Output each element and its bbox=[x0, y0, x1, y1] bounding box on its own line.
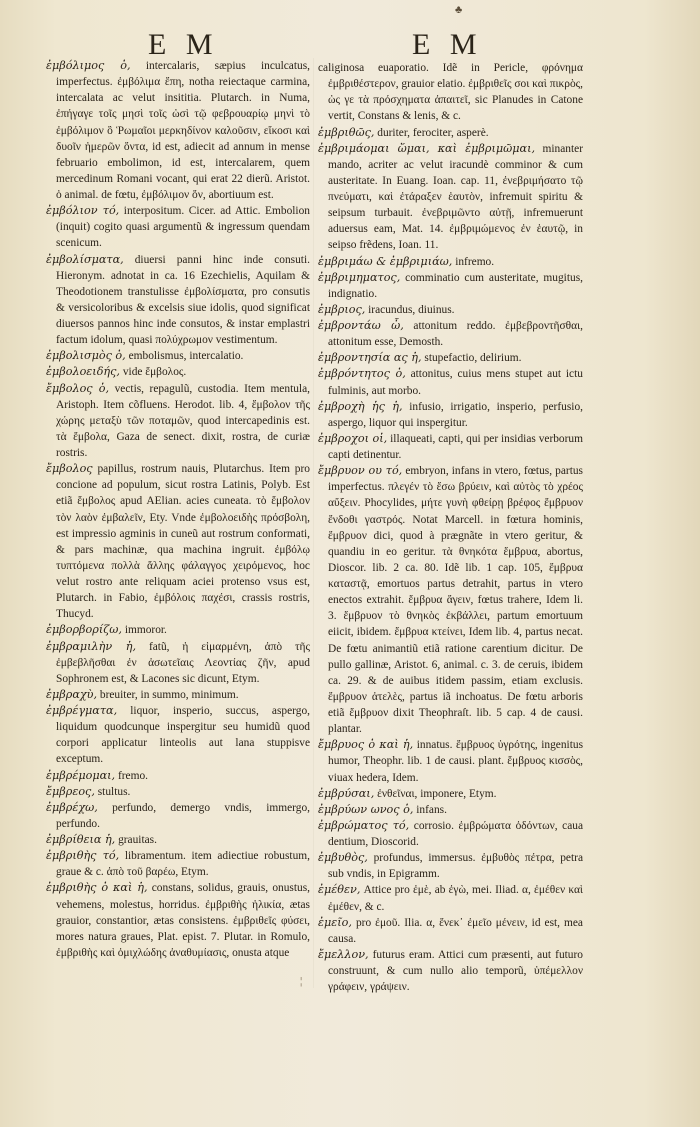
entry-lemma: ἐμβόλιμος ὁ, bbox=[46, 59, 131, 72]
dictionary-entry bbox=[318, 947, 583, 995]
dictionary-entry bbox=[46, 461, 310, 622]
entry-lemma: ἐμβροχὴ ἡς ἡ, bbox=[318, 399, 403, 413]
dictionary-entry bbox=[318, 431, 583, 463]
entry-lemma: ἐμβριμάομαι ὥμαι, καὶ ἐμβριμῶμαι, bbox=[318, 141, 536, 155]
entry-gloss: breuiter, in summo, minimum. bbox=[99, 688, 239, 701]
entry-gloss: interpositum. Cicer. ad Attic. Embolion (inquit) cogito quasi argumentũ & ingressum quendam scenicum. bbox=[56, 205, 310, 250]
dictionary-entry bbox=[318, 254, 583, 270]
entry-gloss: iracundus, diuinus. bbox=[368, 303, 455, 316]
entry-gloss: stupefactio, delirium. bbox=[424, 352, 522, 365]
entry-lemma: ἐμβρέμομαι, bbox=[46, 768, 116, 782]
entry-lemma: ἐμβρέχω, bbox=[46, 800, 98, 814]
dictionary-entry bbox=[46, 848, 310, 880]
entry-lemma: ἐμέθεν, bbox=[318, 883, 361, 897]
entry-gloss: attonitum reddo. ἐμβεβροντῆσθαι, attonitum esse, Demosth. bbox=[328, 320, 583, 349]
entry-lemma: ἐμβορβορίζω, bbox=[46, 623, 122, 637]
dictionary-entry bbox=[318, 786, 583, 802]
entry-lemma: ἐμβριος, bbox=[318, 302, 366, 316]
dictionary-entry bbox=[318, 818, 583, 850]
entry-lemma: ἐμβρίθεια ἡ, bbox=[46, 833, 116, 846]
dictionary-entry bbox=[46, 58, 310, 203]
dictionary-entry bbox=[46, 364, 310, 380]
entry-gloss: illaqueati, capti, qui per insidias verborum capti detinentur. bbox=[328, 432, 583, 461]
dictionary-entry bbox=[46, 381, 310, 462]
entry-lemma: ἐμβρύων ωνος ὁ, bbox=[318, 802, 414, 816]
column-gutter bbox=[313, 58, 314, 988]
entry-gloss: fatũ, ἡ εἱμαρμένη, ἀπὸ τῆς ἐμβεβλῆσθαι ἐν ἀσωτεῖαις Λεοντίας ζῆν, apud Sophronem est, & Lacones sic dicunt, Etym. bbox=[56, 640, 310, 685]
entry-lemma: ἐμβολισμὸς ὁ, bbox=[46, 349, 126, 363]
entry-lemma: ἐμβροντάω ὦ, bbox=[318, 319, 404, 332]
entry-gloss: Attice pro ἐμὲ, ab ἐγὼ, mei. Iliad. α, ἐμέθεν καὶ ἐμέθεν, & c. bbox=[328, 884, 583, 913]
dictionary-entry bbox=[318, 463, 583, 737]
entry-gloss: ἐνθεῖναι, imponere, Etym. bbox=[377, 787, 497, 800]
entry-lemma: ἐμβρώματος τό, bbox=[318, 818, 410, 832]
entry-lemma: ἔμβολος bbox=[46, 462, 93, 476]
entry-lemma: ἐμβολοειδής, bbox=[46, 365, 120, 379]
dictionary-entry bbox=[46, 880, 310, 961]
entry-gloss: embolismus, intercalatio. bbox=[128, 350, 244, 363]
dictionary-entry bbox=[318, 302, 583, 318]
entry-gloss: liquor, insperio, succus, aspergo, liquidum quodcunque inspergitur seu humidũ quod corpori applicatur linteolis aut lana stuppisve exceptum. bbox=[56, 705, 310, 766]
entry-lemma: ἐμβολίσματα, bbox=[46, 252, 124, 266]
entry-lemma: ἔμελλον, bbox=[318, 947, 369, 961]
entry-gloss: perfundo, demergo vndis, immergo, perfundo. bbox=[56, 801, 310, 830]
dictionary-entry bbox=[46, 348, 310, 364]
entry-lemma: ἐμβριθὴς τό, bbox=[46, 849, 120, 863]
dictionary-entry bbox=[318, 270, 583, 302]
dictionary-entry bbox=[46, 784, 310, 800]
entry-gloss: grauitas. bbox=[118, 834, 157, 846]
dictionary-entry bbox=[318, 399, 583, 431]
entry-gloss: duriter, ferociter, asperè. bbox=[377, 126, 489, 139]
dictionary-entry bbox=[46, 800, 310, 832]
dictionary-entry bbox=[318, 60, 583, 125]
entry-gloss: intercalaris, sæpius inculcatus, imperfectus. ἐμβόλιμα ἔπη, notha reiectaque carmina, intercalata ac velut insititia. Plutarch. in Numa, ἐπήγαγε τοῖς μησὶ τοῖς ὠσὶ τῷ φεβρουαρίῳ μηνὶ τὸ ἐμβόλιμον ὃ Ῥωμαῖοι μερκηδίνον καλοῦσιν, εἴκοσι καὶ δυοῖν ἡμερῶν ὄντα, id est, adiecit ad annum in mense februario embolimon, id est, intercalarem, quem mercedinum Romani vocant, qui erat 22 dierũ. Aristot. ὁ animal. de fœtu, ἐμβόλιμον ὄν, abortiuum est. bbox=[56, 60, 310, 201]
entry-lemma: ἐμβυθὸς, bbox=[318, 851, 368, 865]
entry-gloss: libramentum. item adiectiue robustum, graue & c. ἀπὸ τοῦ βαρέω, Etym. bbox=[56, 850, 310, 879]
entry-lemma: ἐμβρέγματα, bbox=[46, 704, 118, 717]
dictionary-entry bbox=[318, 125, 583, 141]
entry-lemma: ἐμβριθὴς ὁ καὶ ἡ, bbox=[46, 881, 148, 895]
dictionary-entry bbox=[318, 350, 583, 366]
footer-mark: ¦ bbox=[300, 975, 303, 987]
entry-gloss: minanter mando, acriter ac velut iracundè comminor & cum austeritate. In Euang. Ioan. cap. 11, ἐνεβριμήσατο τῷ πνεύματι, καὶ ἐτάραξεν ἑαυτὸν, infremuit spiritu & seipsum turbauit. ἐνεβριμῶντο αὐτῇ, infremuerunt aduersus eam, Mat. 14. ἐμβριμώμενος ἐν ἑαυτῷ, in seipso frẽdens, Ioan. 11. bbox=[328, 142, 583, 252]
entry-gloss: infremo. bbox=[455, 255, 495, 268]
dictionary-entry bbox=[46, 622, 310, 638]
entry-gloss: attonitus, cuius mens stupet aut ictu fulminis, aut morbo. bbox=[328, 368, 583, 397]
entry-gloss: vectis, repagulũ, custodia. Item mentula, Aristoph. Item cõfluens. Herodot. lib. 4, ἔμβολον τῆς χώρης μεταξὺ τῶν ποταμῶν, quod intercapedinis est. τὰ ἔμβολα, Gaza de senect. dixit, rostra, de curiæ rostris. bbox=[56, 382, 310, 459]
entry-gloss: fremo. bbox=[117, 769, 149, 782]
dictionary-entry bbox=[46, 832, 310, 848]
dictionary-entry bbox=[318, 850, 583, 882]
entry-gloss: papillus, rostrum nauis, Plutarchus. Item pro concione ad populum, sicut rostra Latinis, Polyb. Est etiã ἔμβολος apud AElian. acies cuneata. τὸ ἔμβολον τὸν λαὸν ἐμβαλεῖν, Ety. Vnde ἐμβολοειδὴς πρόσβολη, est impressio agminis in cuneũ aut rostrum conformati, & pars machinæ, qua machina ingruit. ἐμβόλῳ τυπτόμενα πολλὰ ἄλλης φάλαγγος χειρόμενος, hoc velut rostro ante reliquam aciei protenso vsus est, Plutarch. in Fabio, ἐμβόλοις παχέσι, crassis rostris, Thucyd. bbox=[56, 463, 310, 621]
entry-lemma: ἐμβόλιον τό, bbox=[46, 204, 120, 218]
entry-gloss: innatus. ἔμβρυος ὑγρότης, ingenitus humor, Theophr. lib. 1 de causi. plant. ἔμβρυος κισσὸς, viuax hedera, Idem. bbox=[328, 739, 584, 784]
entry-gloss: embryon, infans in vtero, fœtus, partus imperfectus. πλεγέν τὸ ἔσω βρύειν, καὶ αὐτὸς τὸ χρέος αὔξειν. Phocylides, μήτε γυνὴ φθείρῃ βρέφος ἔμβρυον ἔνδοθι γαστρός. Notat Marcell. in fœtura hominis, ἔμβρυον dici, quod à prægnãte in vtero geritur, & quandiu in eo geritur. τὰ θνηκότα ἔμβρυα, abortus, Dioscor. lib. 2 ca. 80. Idẽ lib. 1 cap. 105, ἔμβρυα καταστᾷ, emortuos partus detrahit, partus in vtero enectos extrahit. ἔμβρυα ἄγειν, fœtus trahere, Idem li. 3. ἔμβρυον τὸ θνηκὸς ἐκβάλλει, partum emortuum eiicit, ibidem. ἔμβρυα κτείνει, Idem lib. 4, partus necat. De fœtu animantiũ etiã ratione carentium dicitur. De pullo gallinæ, Aristot. 6, animal. c. 3. de ceruis, ibidem ca. 29. & de auibus itidem passim, etiam exclusis. ἔμβρυον ἀτελὲς, partus iã inchoatus. De fœtu arboris etiã ἔμβρυον dixit Theophraſt. lib. 5 cap. 4 de causi. plantar. bbox=[328, 465, 583, 736]
entry-lemma: ἐμβραμιλὴν ἡ, bbox=[46, 639, 137, 653]
entry-lemma: ἐμβρύσαι, bbox=[318, 786, 375, 800]
dictionary-entry bbox=[46, 703, 310, 768]
entry-lemma: ἐμβριμηματος, bbox=[318, 270, 401, 284]
dictionary-entry bbox=[46, 203, 310, 251]
entry-lemma: ἐμεῖο, bbox=[318, 915, 352, 929]
dictionary-entry bbox=[318, 802, 583, 818]
entry-gloss: caliginosa euaporatio. Idẽ in Pericle, φρόνημα ἐμβριθέστερον, grauior elatio. ἐμβριθεῖς σοι καὶ πικρὸς, ὡς γε τὰ πρόσχηματα ἀπαιτεῖ, sic Planudes in Catone vertit, Constans & lenis, & c. bbox=[318, 62, 583, 123]
entry-gloss: vide ἔμβολος. bbox=[122, 366, 187, 379]
dictionary-entry bbox=[318, 915, 583, 947]
entry-gloss: infusio, irrigatio, insperio, perfusio, aspergo, liquor qui inspergitur. bbox=[328, 400, 583, 429]
entry-lemma: ἔμβρεος, bbox=[46, 784, 95, 798]
entry-gloss: stultus. bbox=[97, 785, 131, 798]
left-column bbox=[46, 58, 310, 961]
dictionary-entry bbox=[46, 687, 310, 703]
dictionary-entry bbox=[46, 639, 310, 687]
entry-lemma: ἐμβροντησία ας ἡ, bbox=[318, 351, 422, 365]
dictionary-entry bbox=[46, 768, 310, 784]
entry-gloss: pro ἐμοῦ. Ilia. α, ἕνεκ᾿ ἐμεῖο μένειν, id est, mea causa. bbox=[328, 916, 583, 945]
entry-gloss: profundus, immersus. ἐμβυθὸς πέτρα, petra sub vndis, in Epigramm. bbox=[328, 852, 584, 881]
dictionary-entry bbox=[318, 882, 583, 914]
dictionary-entry bbox=[318, 737, 583, 785]
printer-ornament: ♣ bbox=[455, 4, 463, 16]
dictionary-entry bbox=[46, 252, 310, 349]
entry-gloss: infans. bbox=[416, 803, 447, 816]
entry-gloss: corrosio. ἐμβρώματα ὀδόντων, caua dentium, Dioscorid. bbox=[328, 819, 583, 848]
right-column bbox=[318, 60, 583, 995]
entry-gloss: diuersi panni hinc inde consuti. Hieronym. adnotat in ca. 16 Ezechielis, Aquilam & Theodotionem transtulisse ἐμβολίσματα, pro consutis & versicoloribus & excelsis siue idolis, quod significat diuersos pannos hinc inde consutos, & instar emplastri factum idolum, quasi πολύχρωμον vestimentum. bbox=[56, 253, 310, 347]
running-head-right: E M bbox=[412, 28, 483, 61]
dictionary-entry bbox=[318, 366, 583, 398]
entry-lemma: ἐμβρόντητος ὁ, bbox=[318, 367, 406, 381]
entry-lemma: ἔμβρυον ου τό, bbox=[318, 464, 403, 478]
dictionary-entry bbox=[318, 318, 583, 350]
entry-lemma: ἔμβρυος ὁ καὶ ἡ, bbox=[318, 738, 414, 752]
entry-gloss: immoror. bbox=[124, 624, 167, 637]
entry-lemma: ἐμβροχοι οἱ, bbox=[318, 431, 388, 445]
entry-lemma: ἐμβριθῶς, bbox=[318, 125, 375, 139]
entry-gloss: futurus eram. Attici cum præsenti, aut futuro construunt, & cum nullo alio temporũ, ὑπέμελλον γράφειν, γράψειν. bbox=[328, 948, 583, 994]
running-head-left: E M bbox=[148, 28, 219, 61]
entry-lemma: ἐμβραχὺ, bbox=[46, 687, 98, 701]
entry-gloss: comminatio cum austeritate, mugitus, indignatio. bbox=[328, 271, 583, 300]
dictionary-entry bbox=[318, 141, 583, 254]
entry-gloss: constans, solidus, grauis, onustus, vehemens, molestus, horridus. ἐμβριθὴς ἡλικία, ætas grauior, constantior, ætas consistens. ἐμβριθεῖς φύσει, mores natura graues, Plat. epist. 7. Plutar. in Romulo, ἐμβριθὴς καὶ ὀμιχλώδης ἀναθυμίασις, onusta atque bbox=[56, 882, 310, 959]
entry-lemma: ἔμβολος ὁ, bbox=[46, 381, 110, 395]
entry-lemma: ἐμβριμάω & ἐμβριμιάω, bbox=[318, 254, 453, 268]
